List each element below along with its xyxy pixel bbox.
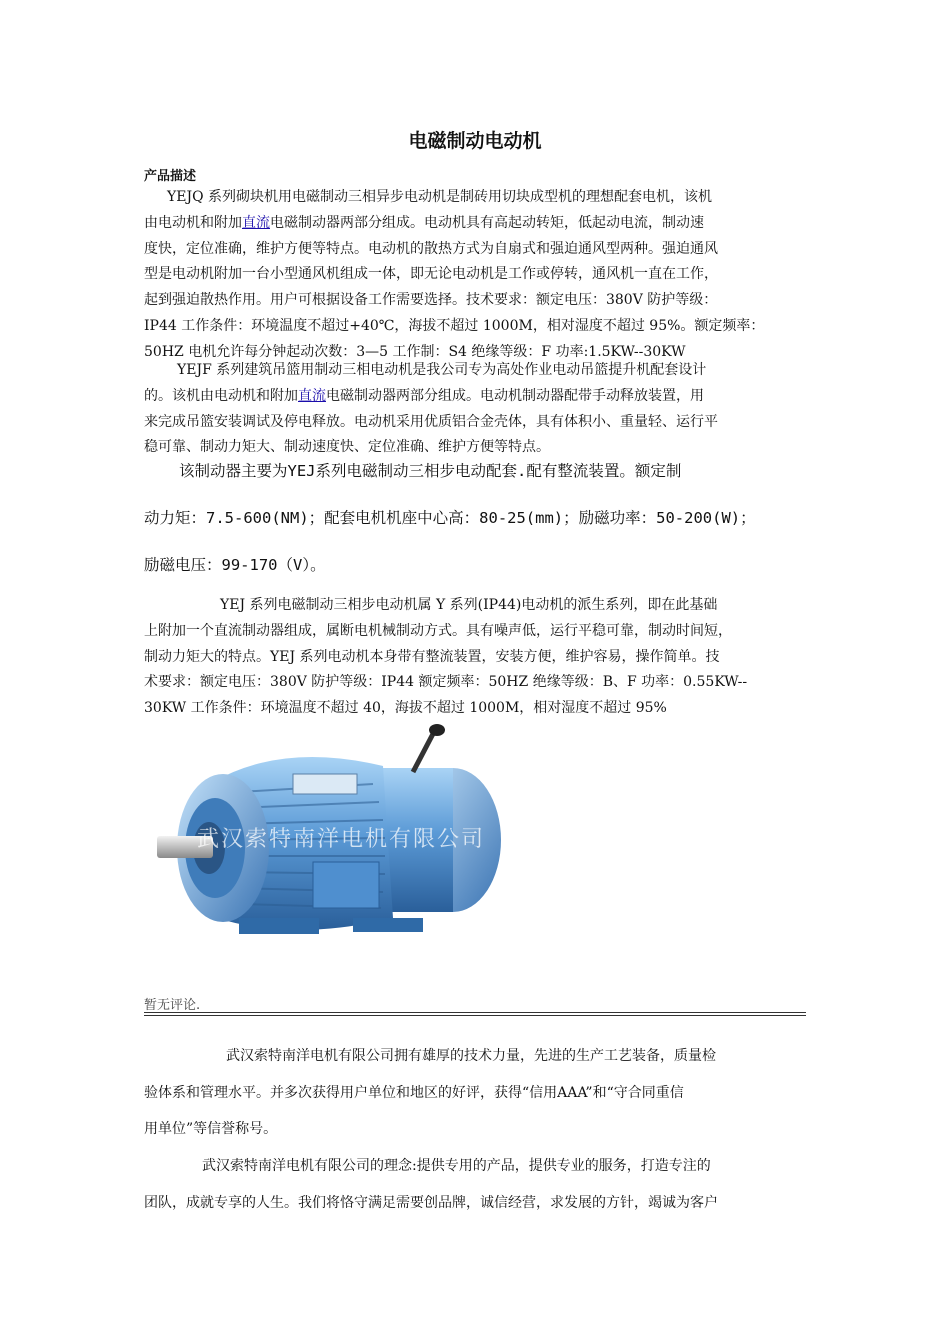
paragraph-company-strength [144, 1038, 812, 1148]
text-line: 50HZ 电机允许每分钟起动次数：3—5 工作制：S4 绝缘等级：F 功率:1.5KW--30KW [144, 343, 686, 360]
paragraph-yej [144, 593, 812, 722]
text-line: 该制动器主要为YEJ系列电磁制动三相步电动配套.配有整流装置。额定制 [179, 462, 682, 480]
paragraph-company-philosophy [144, 1148, 812, 1221]
text-line: 武汉索特南洋电机有限公司的理念:提供专用的产品，提供专业的服务，打造专注的 [202, 1158, 711, 1174]
motor-photo [143, 722, 515, 974]
page-title: 电磁制动电动机 [408, 130, 542, 152]
text-line: 稳可靠、制动力矩大、制动速度快、定位准确、维护方便等特点。 [144, 439, 550, 456]
text-line: 团队，成就专享的人生。我们将恪守满足需要创品牌，诚信经营，求发展的方针，竭诚为客户 [144, 1194, 718, 1211]
text-line: 用单位”等信誉称号。 [144, 1121, 278, 1137]
text-line: 武汉索特南洋电机有限公司拥有雄厚的技术力量，先进的生产工艺装备，质量检 [226, 1048, 716, 1064]
divider [144, 1012, 806, 1013]
text-segment: 电磁制动器两部分组成。电动机具有高起动转矩，低起动电流，制动速 [270, 214, 704, 231]
no-comments-text: 暂无评论. [144, 998, 201, 1013]
paragraph-yejf [144, 358, 812, 461]
text-line: 30KW 工作条件：环境温度不超过 40，海拔不超过 1000M，相对湿度不超过 95% [144, 700, 667, 717]
text-line: 验体系和管理水平。并多次获得用户单位和地区的好评，获得“信用AAA”和“守合同重信 [144, 1084, 684, 1101]
text-segment: 的。该机由电动机和附加 [144, 387, 298, 404]
text-line: 度快，定位准确，维护方便等特点。电动机的散热方式为自扇式和强迫通风型两种。强迫通风 [144, 240, 718, 257]
section-heading: 产品描述 [144, 169, 197, 184]
paragraph-yejq [144, 185, 812, 366]
text-line: YEJ 系列电磁制动三相步电动机属 Y 系列(IP44)电动机的派生系列，即在此基础 [220, 597, 718, 613]
link-zhiliu[interactable]: 直流 [242, 214, 270, 231]
text-segment: 由电动机和附加 [144, 214, 242, 231]
text-line: YEJQ 系列砌块机用电磁制动三相异步电动机是制砖用切块成型机的理想配套电机，该机 [167, 189, 712, 205]
motor-illustration [143, 722, 515, 974]
text-line [144, 211, 812, 237]
text-line [144, 384, 812, 410]
text-line: YEJF 系列建筑吊篮用制动三相电动机是我公司专为高处作业电动吊篮提升机配套设计 [177, 362, 707, 378]
text-line: 上附加一个直流制动器组成，属断电机械制动方式。具有噪声低，运行平稳可靠，制动时间短， [144, 622, 732, 639]
text-line: IP44 工作条件：环境温度不超过+40℃，海拔不超过 1000M，相对湿度不超过 95%。额定频率： [144, 317, 765, 334]
text-segment: 电磁制动器两部分组成。电动机制动器配带手动释放装置，用 [326, 387, 704, 404]
photo-watermark: 武汉索特南洋电机有限公司 [197, 827, 486, 852]
text-line: 术要求：额定电压：380V 防护等级：IP44 额定频率：50HZ 绝缘等级：B、F 功率：0.55KW-- [144, 674, 748, 691]
text-line: 起到强迫散热作用。用户可根据设备工作需要选择。技术要求：额定电压：380V 防护等级： [144, 292, 718, 309]
text-line: 来完成吊篮安装调试及停电释放。电动机采用优质铝合金壳体，具有体积小、重量轻、运行平 [144, 413, 718, 430]
paragraph-brake-spec [144, 448, 812, 589]
text-line: 制动力矩大的特点。YEJ 系列电动机本身带有整流装置，安装方便，维护容易，操作简单。技 [144, 648, 720, 665]
text-line: 型是电动机附加一台小型通风机组成一体，即无论电动机是工作或停转，通风机一直在工作， [144, 266, 718, 283]
link-zhiliu[interactable]: 直流 [298, 387, 326, 404]
divider [144, 1015, 806, 1016]
text-line: 励磁电压：99-170（V）。 [144, 556, 326, 574]
text-line: 动力矩：7.5-600(NM)；配套电机机座中心高：80-25(mm)；励磁功率：50-200(W)； [144, 509, 756, 527]
